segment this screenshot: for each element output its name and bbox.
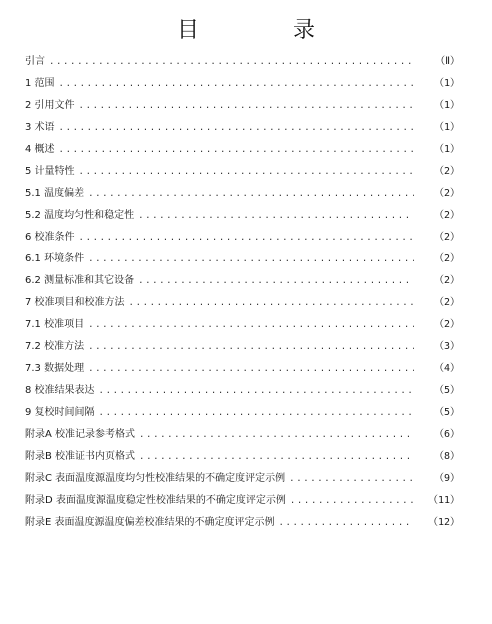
dot-leader xyxy=(79,101,414,111)
dot-leader xyxy=(138,276,414,286)
toc-entry[interactable] xyxy=(25,118,460,140)
dot-leader xyxy=(99,408,414,418)
toc-entry-label: 9 复校时间间隔 xyxy=(25,407,95,418)
toc-entry[interactable] xyxy=(25,249,460,271)
toc-entry[interactable] xyxy=(25,425,460,447)
toc-entry-page-number: （1） xyxy=(433,143,460,155)
dot-leader xyxy=(138,211,414,221)
toc-entry[interactable] xyxy=(25,140,460,162)
toc-entry-page-number: （1） xyxy=(433,99,460,111)
toc-entry-label: 6.1 环境条件 xyxy=(25,253,85,265)
toc-entry-page-number: （2） xyxy=(433,275,460,287)
dot-leader xyxy=(49,57,414,67)
dot-leader xyxy=(88,364,414,374)
toc-entry-label: 5 计量特性 xyxy=(25,165,75,177)
toc-entry-page-number: （2） xyxy=(433,297,460,309)
toc-entry[interactable] xyxy=(25,337,460,359)
toc-entry-label: 5.1 温度偏差 xyxy=(25,187,85,199)
toc-entry-page-number: （9） xyxy=(433,472,460,484)
toc-entry-page-number: （4） xyxy=(433,363,460,375)
toc-entry[interactable] xyxy=(25,206,460,228)
dot-leader xyxy=(290,496,414,506)
toc-entry-label: 附录E 表面温度源温度偏差校准结果的不确定度评定示例 xyxy=(25,516,275,528)
toc-entry-label: 4 概述 xyxy=(25,143,55,155)
toc-entry-page-number: （Ⅱ） xyxy=(435,56,460,67)
dot-leader xyxy=(99,386,414,396)
dot-leader xyxy=(289,474,414,484)
toc-entry[interactable] xyxy=(25,359,460,381)
dot-leader xyxy=(88,254,414,264)
toc-entry-page-number: （5） xyxy=(433,385,460,397)
toc-entry[interactable] xyxy=(25,315,460,337)
dot-leader xyxy=(79,233,414,243)
toc-entry-label: 5.2 温度均匀性和稳定性 xyxy=(25,209,135,221)
toc-entry[interactable] xyxy=(25,469,460,491)
dot-leader xyxy=(88,320,414,330)
toc-entry-label: 3 术语 xyxy=(25,121,55,133)
dot-leader xyxy=(129,298,414,308)
toc-entry-label: 附录D 表面温度源温度稳定性校准结果的不确定度评定示例 xyxy=(25,494,286,506)
toc-entry[interactable] xyxy=(25,381,460,403)
toc-entry-label: 7.2 校准方法 xyxy=(25,341,85,353)
toc-entry-page-number: （2） xyxy=(433,231,460,243)
dot-leader xyxy=(59,79,414,89)
toc-entry[interactable] xyxy=(25,228,460,250)
toc-entry-page-number: （1） xyxy=(433,77,460,89)
dot-leader xyxy=(139,430,414,440)
toc-entry-label: 7.1 校准项目 xyxy=(25,319,85,331)
toc-entry[interactable] xyxy=(25,162,460,184)
page-title: 目 录 xyxy=(176,18,351,43)
toc-entry-label: 2 引用文件 xyxy=(25,99,75,111)
toc-entry-page-number: （5） xyxy=(433,407,460,418)
toc-entry[interactable] xyxy=(25,96,460,118)
toc-entry-label: 附录B 校准证书内页格式 xyxy=(25,450,136,462)
dot-leader xyxy=(88,189,414,199)
toc-entry-label: 6 校准条件 xyxy=(25,231,75,243)
toc-entry-label: 引言 xyxy=(25,56,45,67)
toc-entry[interactable] xyxy=(25,74,460,96)
toc-entry[interactable] xyxy=(25,403,460,425)
toc-entry-label: 8 校准结果表达 xyxy=(25,385,95,397)
toc-entry-page-number: （1） xyxy=(433,121,460,133)
toc-entry-page-number: （8） xyxy=(433,450,460,462)
toc-entry[interactable] xyxy=(25,271,460,293)
toc-entry-page-number: （2） xyxy=(433,319,460,331)
dot-leader xyxy=(279,518,415,528)
toc-entry[interactable] xyxy=(25,491,460,513)
dot-leader xyxy=(79,167,414,177)
table-of-contents xyxy=(25,52,460,535)
toc-entry-page-number: （12） xyxy=(427,516,460,528)
toc-entry[interactable] xyxy=(25,513,460,535)
toc-entry[interactable] xyxy=(25,293,460,315)
toc-entry[interactable] xyxy=(25,447,460,469)
toc-entry-label: 7.3 数据处理 xyxy=(25,363,85,375)
dot-leader xyxy=(88,342,414,352)
toc-entry-page-number: （11） xyxy=(427,494,460,506)
toc-entry-label: 附录A 校准记录参考格式 xyxy=(25,428,136,440)
toc-entry-page-number: （2） xyxy=(433,187,460,199)
toc-entry[interactable] xyxy=(25,52,460,74)
dot-leader xyxy=(59,123,414,133)
toc-entry-page-number: （3） xyxy=(433,341,460,353)
toc-entry-page-number: （2） xyxy=(433,165,460,177)
toc-entry-page-number: （6） xyxy=(433,428,460,440)
dot-leader xyxy=(139,452,414,462)
toc-entry-label: 6.2 测量标准和其它设备 xyxy=(25,275,135,287)
toc-entry-page-number: （2） xyxy=(433,253,460,265)
toc-entry-label: 附录C 表面温度源温度均匀性校准结果的不确定度评定示例 xyxy=(25,472,286,484)
toc-entry-page-number: （2） xyxy=(433,209,460,221)
toc-entry-label: 7 校准项目和校准方法 xyxy=(25,297,125,309)
toc-entry-label: 1 范围 xyxy=(25,77,55,89)
toc-entry[interactable] xyxy=(25,184,460,206)
dot-leader xyxy=(59,145,414,155)
